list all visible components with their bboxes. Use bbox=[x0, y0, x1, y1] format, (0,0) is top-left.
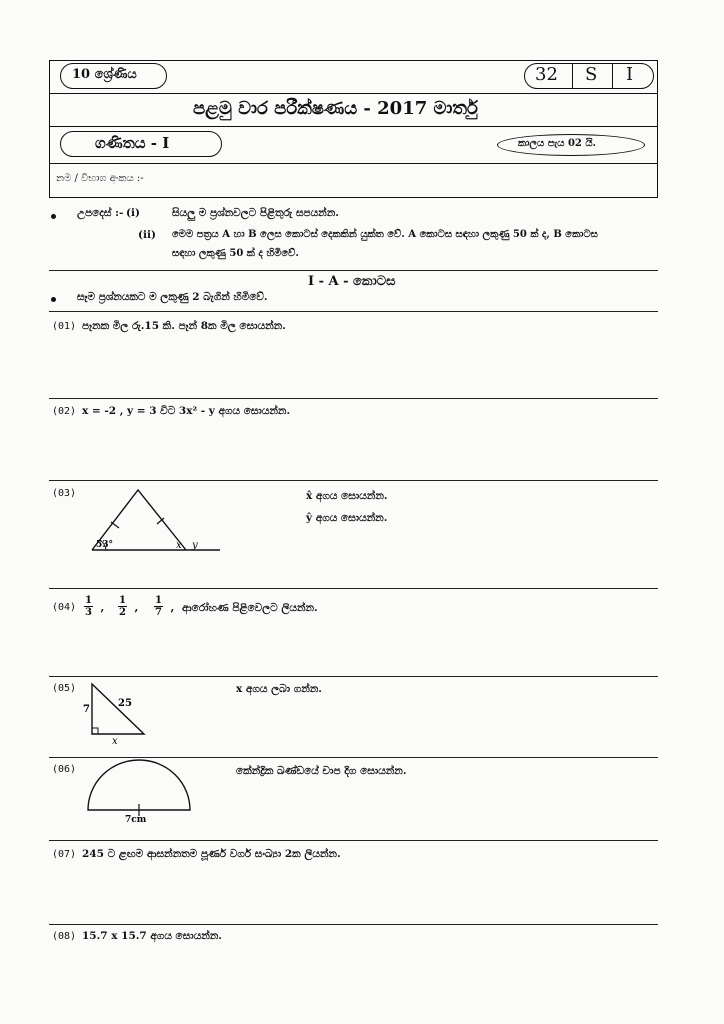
header-divider-2 bbox=[49, 126, 658, 127]
question-divider bbox=[49, 924, 658, 925]
right-triangle-outline bbox=[92, 684, 144, 734]
side-25-label: 25 bbox=[118, 698, 132, 709]
semicircle-arc bbox=[88, 760, 190, 810]
code-divider-2 bbox=[612, 63, 613, 89]
question-3-number: (03) bbox=[52, 488, 77, 499]
question-divider bbox=[49, 398, 658, 399]
question-divider bbox=[49, 588, 658, 589]
equal-side-tick bbox=[111, 522, 119, 528]
paper-code-i: I bbox=[626, 64, 634, 85]
question-6-number: (06) bbox=[52, 764, 77, 775]
section-rule-top bbox=[49, 270, 658, 271]
angle-y-label: y bbox=[192, 540, 198, 551]
question-5-text: x අගය ලබා ගන්න. bbox=[236, 683, 322, 695]
isosceles-triangle-diagram bbox=[84, 484, 224, 560]
side-7-label: 7 bbox=[83, 704, 90, 715]
fraction-one-seventh: $\frac{1}{7}$ bbox=[154, 595, 162, 618]
bullet-icon bbox=[51, 214, 56, 219]
question-divider bbox=[49, 840, 658, 841]
angle-x-label: x bbox=[176, 540, 182, 551]
diameter-label: 7cm bbox=[125, 815, 147, 825]
paper-code-s: S bbox=[585, 64, 598, 85]
semicircle-diagram bbox=[84, 758, 194, 826]
question-5-number: (05) bbox=[52, 683, 77, 694]
side-x-label: x bbox=[112, 736, 118, 747]
name-field-label: නම / විභාග අංකය :- bbox=[56, 173, 144, 184]
question-3-line-2: ŷ අගය සොයන්න. bbox=[306, 512, 388, 524]
question-2-text: x = -2 , y = 3 විට 3x² - y අගය සොයන්න. bbox=[82, 405, 291, 417]
exam-title: පළමු වාර පරීක්ෂණය - 2017 මාර්තු bbox=[193, 98, 478, 119]
question-6-text: කේන්ද්‍රික ඛණ්ඩයේ චාප දිග සොයන්න. bbox=[236, 765, 407, 777]
question-7-number: (07) bbox=[52, 849, 77, 860]
question-2-number: (02) bbox=[52, 406, 77, 417]
question-divider bbox=[49, 676, 658, 677]
fraction-one-third: $\frac{1}{3}$ bbox=[85, 595, 92, 618]
question-8-number: (08) bbox=[52, 931, 77, 942]
instruction-2-line2: සඳහා ලකුණු 50 ක් ද හිමිවේ. bbox=[172, 248, 299, 259]
duration-label: කාලය පැය 02 යි. bbox=[518, 138, 597, 149]
fraction-one-half: $\frac{1}{2}$ bbox=[118, 595, 126, 618]
question-7-text: 245 ට ළඟම ආසන්නතම පූර්ණ වර්ග සංඛ්‍යා 2ක ලියන්න. bbox=[82, 848, 341, 860]
angle-label: 53° bbox=[96, 540, 114, 550]
question-1-number: (01) bbox=[52, 321, 77, 332]
instruction-1-text: සියලු ම ප්‍රශ්නවලට පිළිතුරු සපයන්න. bbox=[172, 207, 339, 219]
code-divider-1 bbox=[572, 63, 573, 89]
bullet-icon bbox=[51, 297, 56, 302]
section-rule-bottom bbox=[49, 311, 658, 312]
right-angle-mark bbox=[92, 728, 98, 734]
section-title: I - A - කොටස bbox=[308, 274, 396, 289]
instructions-label: උපදෙස් :- bbox=[77, 207, 124, 219]
section-note: සෑම ප්‍රශ්නයකට ම ලකුණු 2 බැගින් හිමිවේ. bbox=[77, 291, 268, 303]
header-divider-1 bbox=[49, 93, 658, 94]
grade-label: 10 ශ්‍රේණිය bbox=[72, 67, 137, 82]
question-4-text: ආරෝහණ පිළිවෙලට ලියන්න. bbox=[182, 602, 318, 614]
subject-label: ගණිතය - I bbox=[95, 134, 170, 152]
paper-code-number: 32 bbox=[535, 64, 558, 85]
instruction-2-line1: මෙම පත්‍රය A හා B ලෙස කොටස් දෙකකින් යුක්ත වේ. A කොටස සඳහා ලකුණු 50 ක් ද, B කොටස bbox=[172, 229, 598, 240]
instruction-1-num: (i) bbox=[126, 207, 140, 219]
question-divider bbox=[49, 480, 658, 481]
instruction-2-num: (ii) bbox=[138, 229, 156, 241]
question-3-line-1: x̂ අගය සොයන්න. bbox=[306, 490, 388, 502]
question-4-number: (04) bbox=[52, 602, 77, 613]
question-1-text: පෑනක මිල රු.15 කි. පෑන් 8ක මිල සොයන්න. bbox=[82, 320, 286, 332]
question-4-fractions: $\frac{1}{3}$ , $\frac{1}{2}$ , $\frac{1}{7}$ , bbox=[85, 595, 175, 618]
right-triangle-diagram bbox=[78, 678, 158, 748]
question-8-text: 15.7 x 15.7 අගය සොයන්න. bbox=[82, 930, 222, 942]
header-divider-3 bbox=[49, 163, 658, 164]
